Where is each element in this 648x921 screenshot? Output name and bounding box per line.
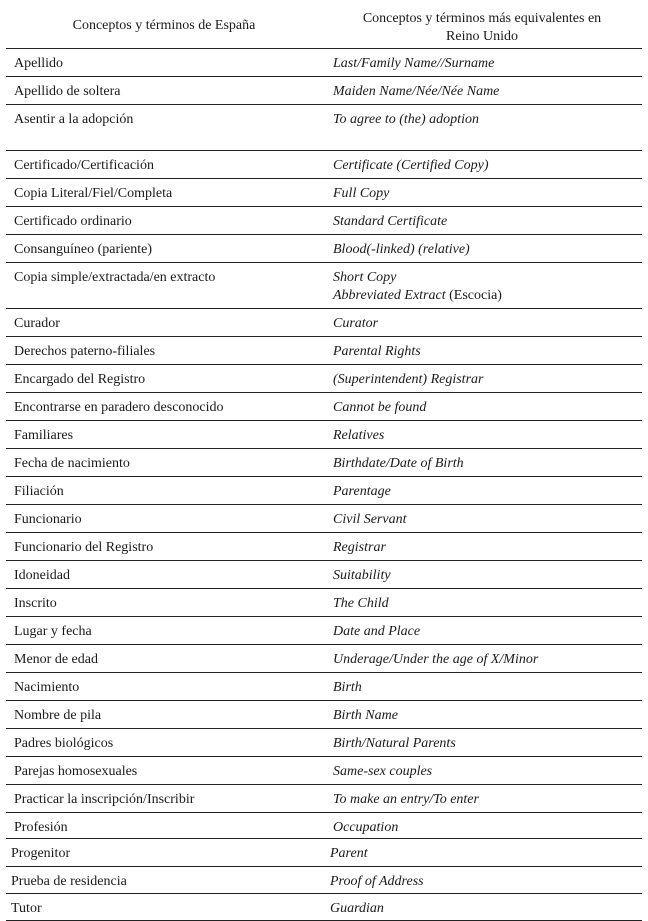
term-uk-text: Proof of Address [330, 874, 424, 889]
term-spain: Funcionario [14, 512, 82, 527]
term-spain: Curador [14, 316, 60, 331]
term-uk [333, 111, 479, 129]
term-uk [333, 735, 456, 753]
table-row [6, 645, 642, 673]
term-uk [333, 763, 432, 781]
term-uk [333, 427, 384, 445]
term-spain: Consanguíneo (pariente) [14, 242, 153, 257]
table-row [6, 77, 642, 105]
term-uk-text: Birth Name [333, 708, 398, 723]
table-row [6, 421, 642, 449]
term-uk-text: Last/Family Name//Surname [333, 56, 495, 71]
term-uk-text: To agree to (the) adoption [333, 112, 479, 127]
term-uk [333, 595, 389, 613]
term-uk [333, 371, 483, 389]
term-spain: Inscrito [14, 596, 57, 611]
term-spain: Practicar la inscripción/Inscribir [14, 792, 195, 807]
term-uk [333, 213, 447, 231]
table-row [6, 393, 642, 421]
term-uk-text: Certificate (Certified Copy) [333, 158, 489, 173]
table-row [6, 477, 642, 505]
term-spain: Menor de edad [14, 652, 98, 667]
table-row [6, 533, 642, 561]
term-uk-alt: Abbreviated Extract [333, 288, 446, 303]
table-row [6, 561, 642, 589]
term-uk-text: Short Copy [333, 270, 397, 285]
term-uk [333, 707, 398, 725]
term-uk [333, 567, 391, 585]
term-spain: Progenitor [11, 846, 71, 861]
table-row [6, 309, 642, 337]
term-uk-text: The Child [333, 596, 389, 611]
term-uk [333, 185, 389, 203]
term-uk-text: Parentage [333, 484, 391, 499]
term-uk-text: Guardian [330, 901, 384, 916]
term-spain: Padres biológicos [14, 736, 114, 751]
term-uk [333, 157, 489, 175]
table-row [6, 49, 642, 77]
term-uk-text-line2 [333, 287, 502, 305]
table-body [6, 49, 642, 921]
term-spain: Familiares [14, 428, 74, 443]
table-row [6, 505, 642, 533]
term-spain: Copia simple/extractada/en extracto [14, 270, 216, 285]
table-row [6, 813, 642, 839]
term-uk-region: (Escocia) [445, 288, 502, 303]
term-spain: Certificado/Certificación [14, 158, 154, 173]
term-spain: Idoneidad [14, 568, 70, 583]
terminology-table [6, 0, 642, 921]
table-row [6, 337, 642, 365]
table-row [6, 839, 642, 867]
table-row [6, 673, 642, 701]
table-row [6, 449, 642, 477]
term-spain: Prueba de residencia [11, 874, 127, 889]
term-uk-text: Relatives [333, 428, 385, 443]
term-uk-text: (Superintendent) Registrar [333, 372, 484, 387]
term-uk-text: Parent [330, 846, 368, 861]
term-uk [333, 399, 426, 417]
term-uk-text: Parental Rights [333, 344, 421, 359]
term-spain: Certificado ordinario [14, 214, 132, 229]
table-row [6, 179, 642, 207]
term-uk [333, 241, 470, 259]
term-spain: Asentir a la adopción [14, 112, 134, 127]
term-spain: Encargado del Registro [14, 372, 146, 387]
term-uk [333, 819, 398, 837]
term-spain: Lugar y fecha [14, 624, 92, 639]
term-uk-text: Blood(-linked) (relative) [333, 242, 470, 257]
term-uk-text: Cannot be found [333, 400, 427, 415]
term-uk [333, 55, 494, 73]
table-row [6, 151, 642, 179]
table-row [6, 263, 642, 309]
header-spain: Conceptos y términos de España [72, 18, 256, 33]
table-row [6, 235, 642, 263]
term-uk [333, 269, 502, 305]
table-row [6, 757, 642, 785]
term-uk [333, 539, 386, 557]
term-uk-text: Maiden Name/Née/Née Name [333, 84, 500, 99]
term-spain: Parejas homosexuales [14, 764, 138, 779]
table-row [6, 785, 642, 813]
term-uk [330, 873, 424, 891]
term-uk [333, 511, 407, 529]
header-uk-line1: Conceptos y términos más equivalentes en [362, 11, 602, 26]
term-spain: Derechos paterno-filiales [14, 344, 156, 359]
term-uk-text: Civil Servant [333, 512, 407, 527]
term-uk [333, 623, 420, 641]
table-header [6, 0, 642, 49]
term-uk-text: Same-sex couples [333, 764, 433, 779]
term-spain: Encontrarse en paradero desconocido [14, 400, 224, 415]
table-row [6, 207, 642, 235]
term-spain: Filiación [14, 484, 64, 499]
term-uk-text: Birthdate/Date of Birth [333, 456, 464, 471]
term-spain: Tutor [11, 901, 42, 916]
term-spain: Fecha de nacimiento [14, 456, 130, 471]
term-uk [333, 791, 479, 809]
table-row [6, 617, 642, 645]
term-uk [333, 483, 391, 501]
term-uk-text: Birth/Natural Parents [333, 736, 456, 751]
term-uk [333, 455, 464, 473]
term-uk [330, 900, 384, 918]
term-uk-text: To make an entry/To enter [333, 792, 479, 807]
term-uk-text: Date and Place [333, 624, 421, 639]
term-spain: Copia Literal/Fiel/Completa [14, 186, 173, 201]
table-row [6, 894, 642, 921]
table-row [6, 105, 642, 151]
term-uk [333, 651, 538, 669]
term-spain: Apellido [14, 56, 63, 71]
term-uk-text: Full Copy [333, 186, 390, 201]
header-uk [322, 10, 642, 46]
term-uk-text: Curator [333, 316, 379, 331]
table-row [6, 589, 642, 617]
term-uk-text: Suitability [333, 568, 391, 583]
term-uk-text: Registrar [333, 540, 386, 555]
term-uk [333, 343, 421, 361]
table-row [6, 365, 642, 393]
term-uk-text: Occupation [333, 820, 399, 835]
table-row [6, 701, 642, 729]
table-row [6, 729, 642, 757]
term-spain: Apellido de soltera [14, 84, 121, 99]
table-row [6, 867, 642, 894]
term-spain: Profesión [14, 820, 68, 835]
term-uk [330, 845, 368, 863]
term-uk-text: Standard Certificate [333, 214, 448, 229]
term-uk [333, 315, 378, 333]
term-uk-text: Underage/Under the age of X/Minor [333, 652, 539, 667]
term-spain: Nombre de pila [14, 708, 102, 723]
term-uk [333, 679, 362, 697]
term-spain: Funcionario del Registro [14, 540, 154, 555]
term-spain: Nacimiento [14, 680, 80, 695]
header-uk-line2: Reino Unido [446, 29, 518, 44]
term-uk [333, 83, 499, 101]
term-uk-text: Birth [333, 680, 362, 695]
